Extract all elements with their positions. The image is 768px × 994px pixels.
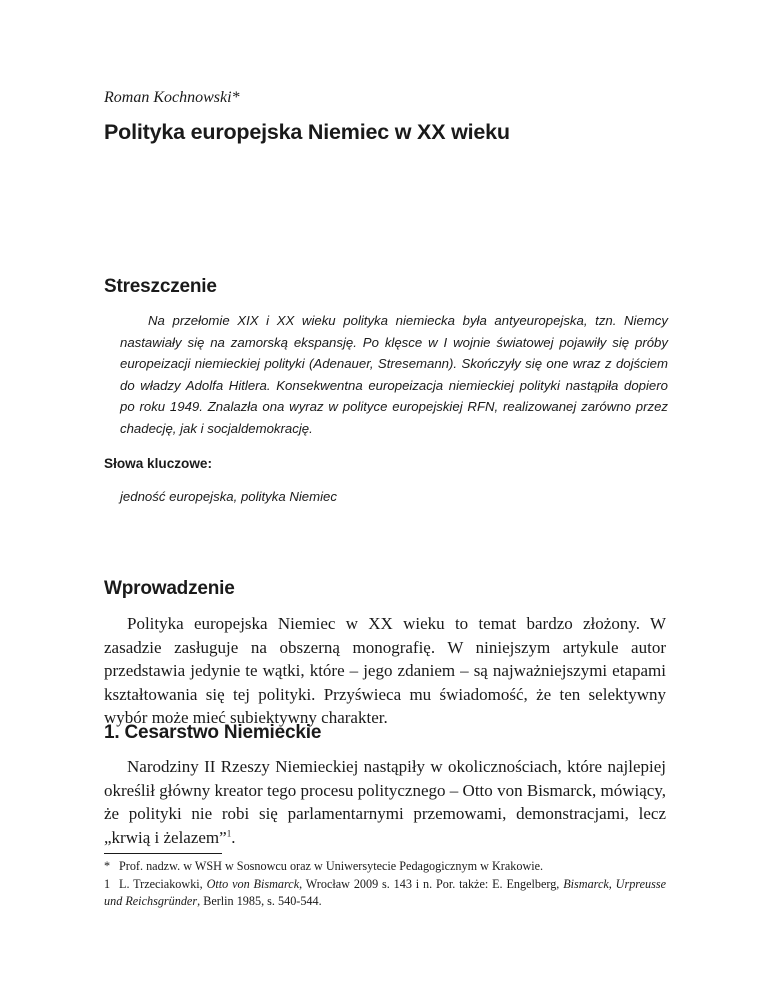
footnote-text: , Berlin 1985, s. 540-544. <box>197 894 322 909</box>
footnote-divider <box>104 853 222 854</box>
footnote-book-title: Otto von Bismarck <box>206 876 300 891</box>
abstract-heading: Streszczenie <box>104 276 217 297</box>
keywords-text: jedność europejska, polityka Niemiec <box>120 489 337 504</box>
article-title: Polityka europejska Niemiec w XX wieku <box>104 120 510 144</box>
footnote-reference[interactable]: 1 <box>226 828 232 839</box>
section-1-paragraph <box>104 755 666 849</box>
footnote-mark: 1 <box>104 876 111 891</box>
footnote-text: L. Trzeciakowki, <box>119 876 207 891</box>
footnote-author <box>104 858 666 876</box>
author-name: Roman Kochnowski* <box>104 89 240 106</box>
section-1-end: . <box>231 827 236 847</box>
abstract-text: Na przełomie XIX i XX wieku polityka niemiecka była antyeuropejska, tzn. Niemcy nastawiały się na zamorską ekspansję. Po klęsce w I wojnie światowej pojawiły się próby europeizacji niemieckiej polityki (Adenauer, Stresemann). Skończyły się one wraz z dojściem do władzy Adolfa Hitlera. Konsekwentna europeizacja niemieckiej polityki nastąpiła dopiero po roku 1949. Znalazła ona wyraz w polityce europejskiej RFN, realizowanej zarówno przez chadecję, jak i socjaldemokrację. <box>120 313 668 436</box>
footnote-text: , Wrocław 2009 s. 143 i n. Por. także: E. Engelberg, <box>299 876 564 891</box>
introduction-paragraph: Polityka europejska Niemiec w XX wieku to temat bardzo złożony. W zasadzie zasługuje na obszerną monografię. W niniejszym artykule autor przedstawia jedynie te wątki, które – jego zdaniem – są najważniejszymi etapami kształtowania się tej polityki. Przyświeca mu świadomość, że ten selektywny wybór może mieć subiektywny charakter. <box>104 614 666 728</box>
section-1-heading: 1. Cesarstwo Niemieckie <box>104 722 322 743</box>
keywords-label: Słowa kluczowe: <box>104 456 213 471</box>
footnotes <box>104 858 666 911</box>
footnote-text: Prof. nadzw. w WSH w Sosnowcu oraz w Uniwersytecie Pedagogicznym w Krakowie. <box>119 859 544 873</box>
footnote-book-title: Bismarck, Urpreusse und Reichsgründer <box>104 876 666 909</box>
footnote-1 <box>104 876 666 911</box>
section-1-text: Narodziny II Rzeszy Niemieckiej nastąpiły w okolicznościach, które najlepiej określił główny kreator tego procesu politycznego – Otto von Bismarck, mówiący, że polityki nie robi się parlamentarnymi przemowami, demonstracjami, lecz „krwią i żelazem” <box>104 757 666 847</box>
introduction-heading: Wprowadzenie <box>104 578 235 599</box>
footnote-mark: * <box>104 859 111 873</box>
